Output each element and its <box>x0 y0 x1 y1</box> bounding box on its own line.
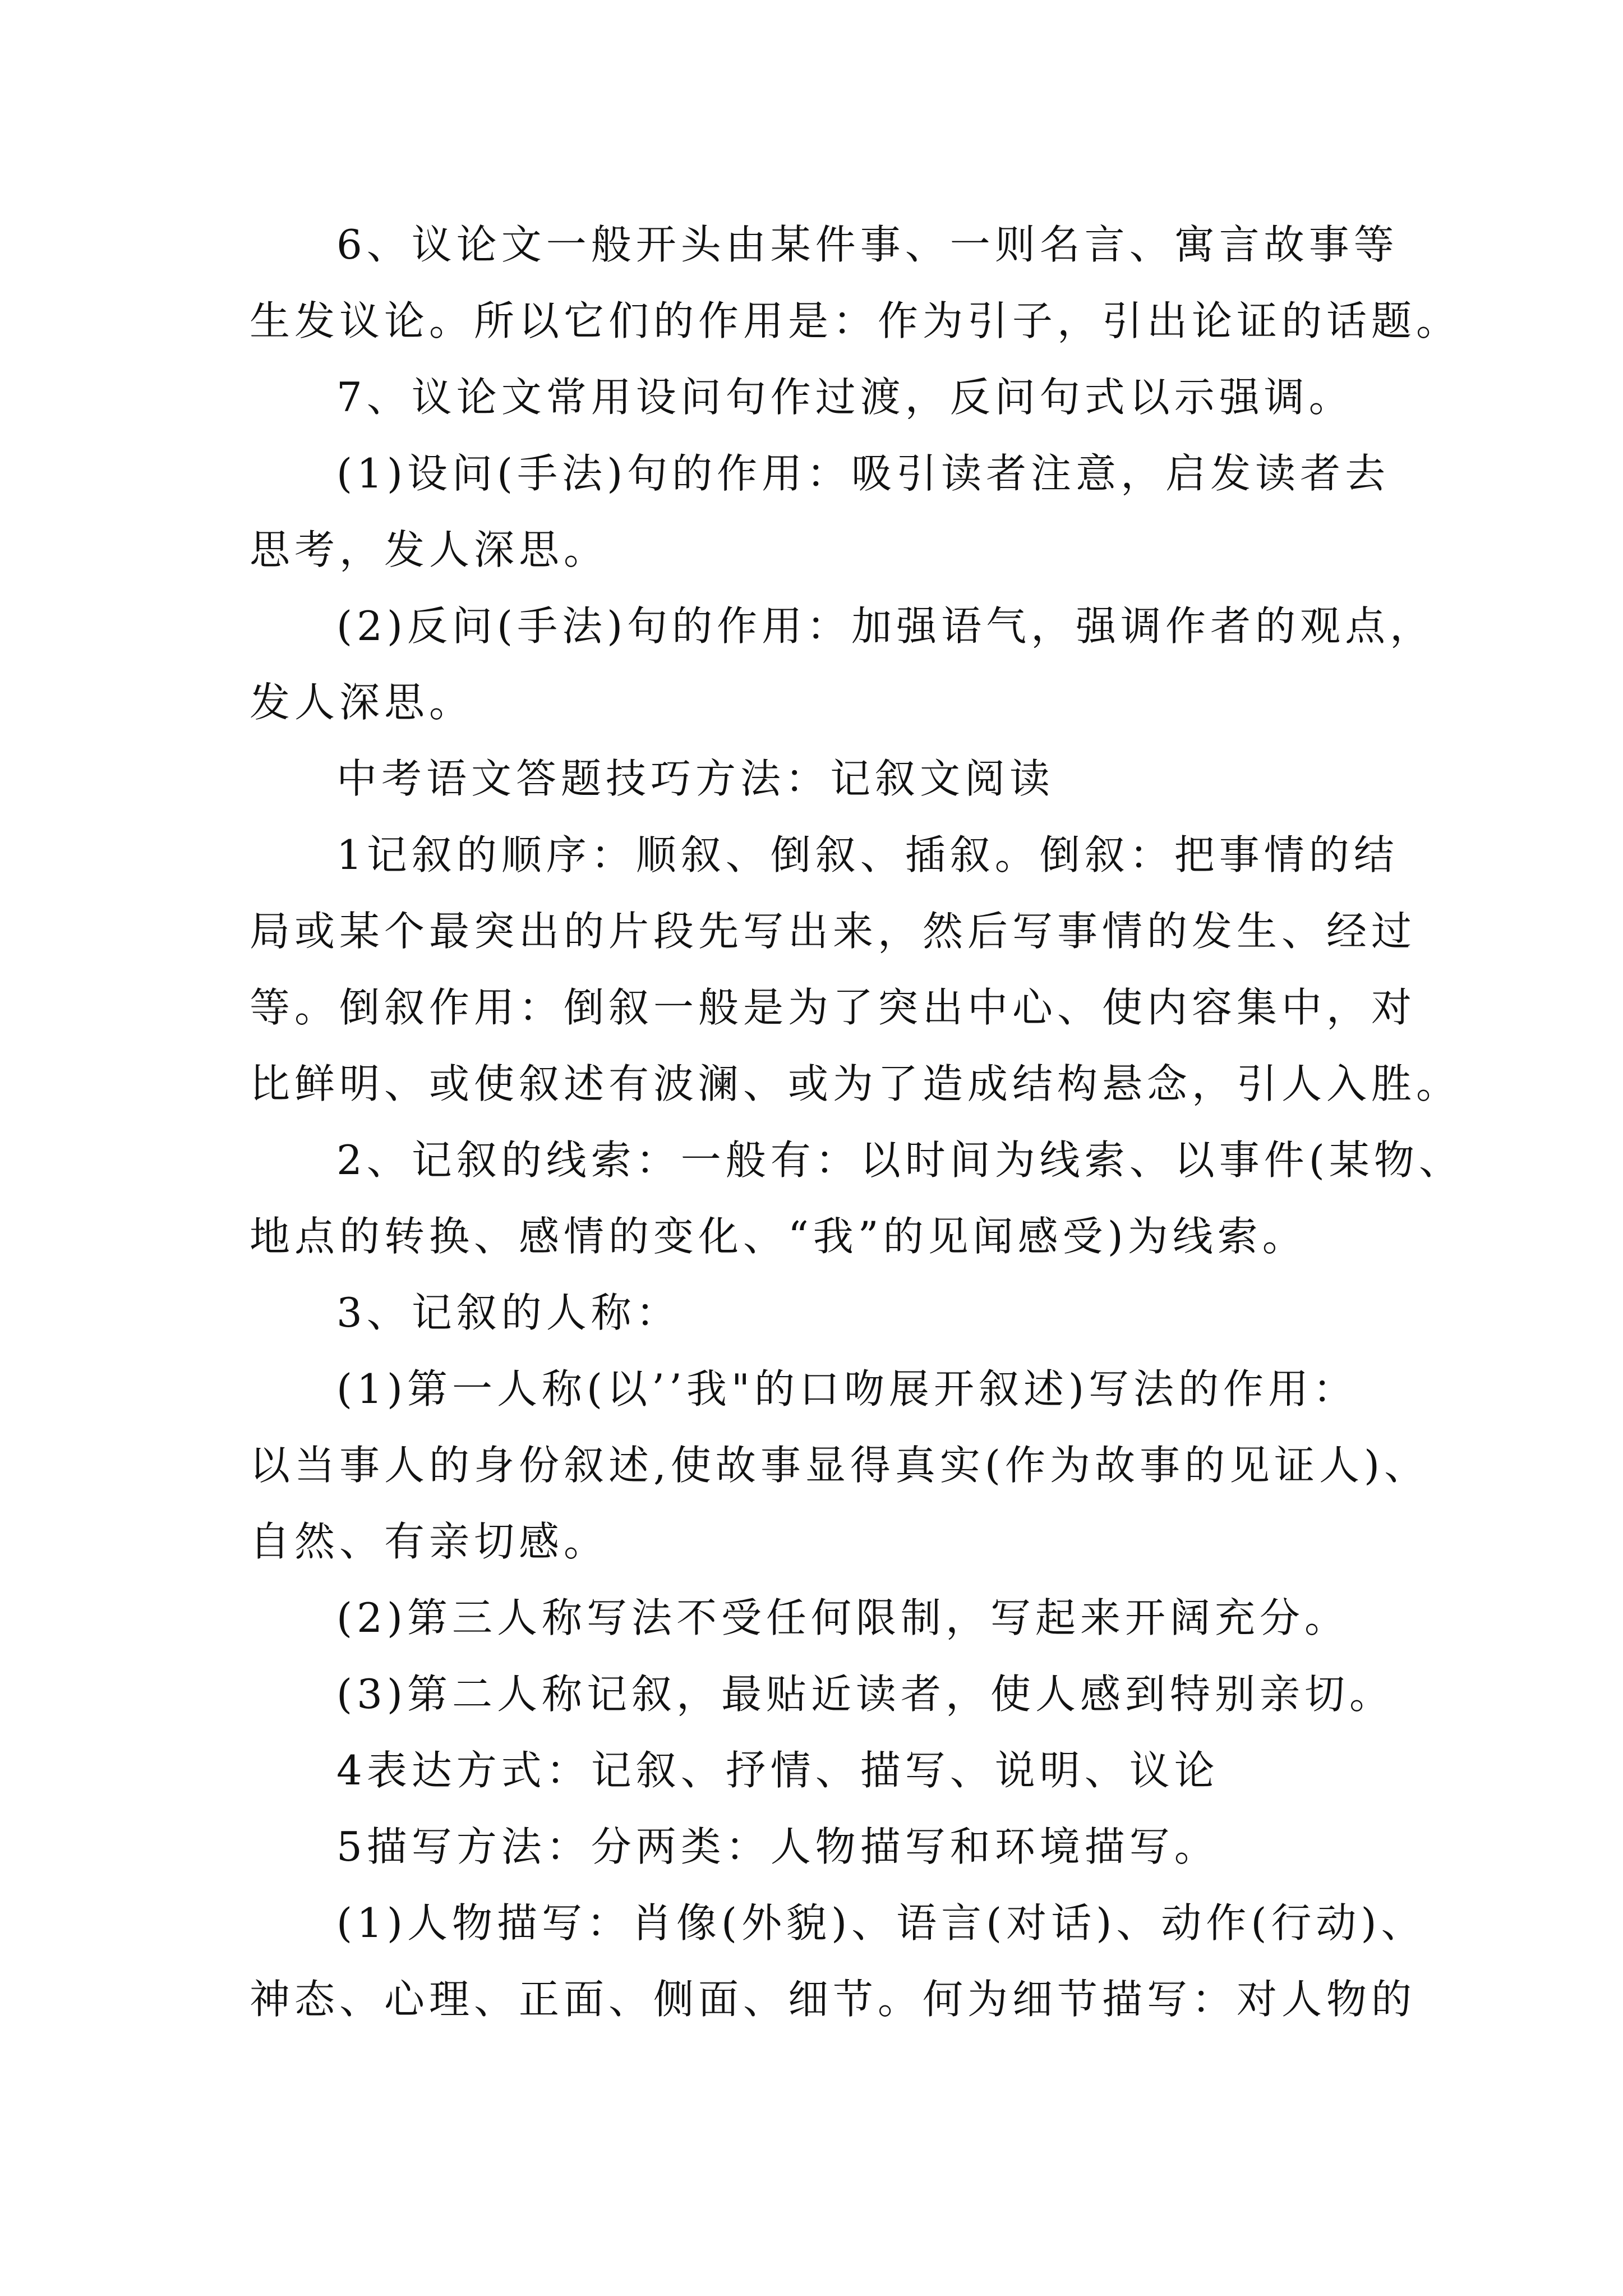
section-heading: 中考语文答题技巧方法：记叙文阅读 <box>336 755 1055 802</box>
text-line: 6、议论文一般开头由某件事、一则名言、寓言故事等 <box>336 221 1399 268</box>
text-line: 发人深思。 <box>250 679 474 726</box>
text-line: (1)设问(手法)句的作用：吸引读者注意，启发读者去 <box>336 450 1390 497</box>
text-line: 局或某个最突出的片段先写出来，然后写事情的发生、经过 <box>250 908 1417 955</box>
text-line: (1)人物描写：肖像(外貌)、语言(对话)、动作(行动)、 <box>336 1899 1426 1947</box>
text-line: 思考，发人深思。 <box>250 526 609 573</box>
text-line: 5描写方法：分两类：人物描写和环境描写。 <box>336 1823 1219 1870</box>
text-line: 自然、有亲切感。 <box>250 1518 609 1565</box>
text-line: (2)反问(手法)句的作用：加强语气，强调作者的观点， <box>336 602 1435 650</box>
text-line: (3)第二人称记叙，最贴近读者，使人感到特别亲切。 <box>336 1671 1394 1718</box>
text-line: 7、议论文常用设问句作过渡，反问句式以示强调。 <box>336 374 1354 421</box>
text-line: 2、记叙的线索：一般有：以时间为线索、以事件(某物、 <box>336 1137 1464 1184</box>
text-line: (2)第三人称写法不受任何限制，写起来开阔充分。 <box>336 1594 1349 1641</box>
text-line: 以当事人的身份叙述,使故事显得真实(作为故事的见证人)、 <box>250 1442 1430 1489</box>
text-line: 3、记叙的人称： <box>336 1289 681 1336</box>
text-line: 等。倒叙作用：倒叙一般是为了突出中心、使内容集中，对 <box>250 984 1417 1031</box>
text-line: 神态、心理、正面、侧面、细节。何为细节描写：对人物的 <box>250 1976 1417 2023</box>
text-line: 比鲜明、或使叙述有波澜、或为了造成结构悬念，引人入胜。 <box>250 1060 1461 1107</box>
text-line: (1)第一人称(以’’我"的口吻展开叙述)写法的作用： <box>336 1365 1358 1412</box>
text-line: 地点的转换、感情的变化、“我”的见闻感受)为线索。 <box>250 1213 1307 1260</box>
text-line: 生发议论。所以它们的作用是：作为引子，引出论证的话题。 <box>250 297 1461 344</box>
text-line: 4表达方式：记叙、抒情、描写、说明、议论 <box>336 1747 1219 1794</box>
text-line: 1记叙的顺序：顺叙、倒叙、插叙。倒叙：把事情的结 <box>336 831 1399 878</box>
